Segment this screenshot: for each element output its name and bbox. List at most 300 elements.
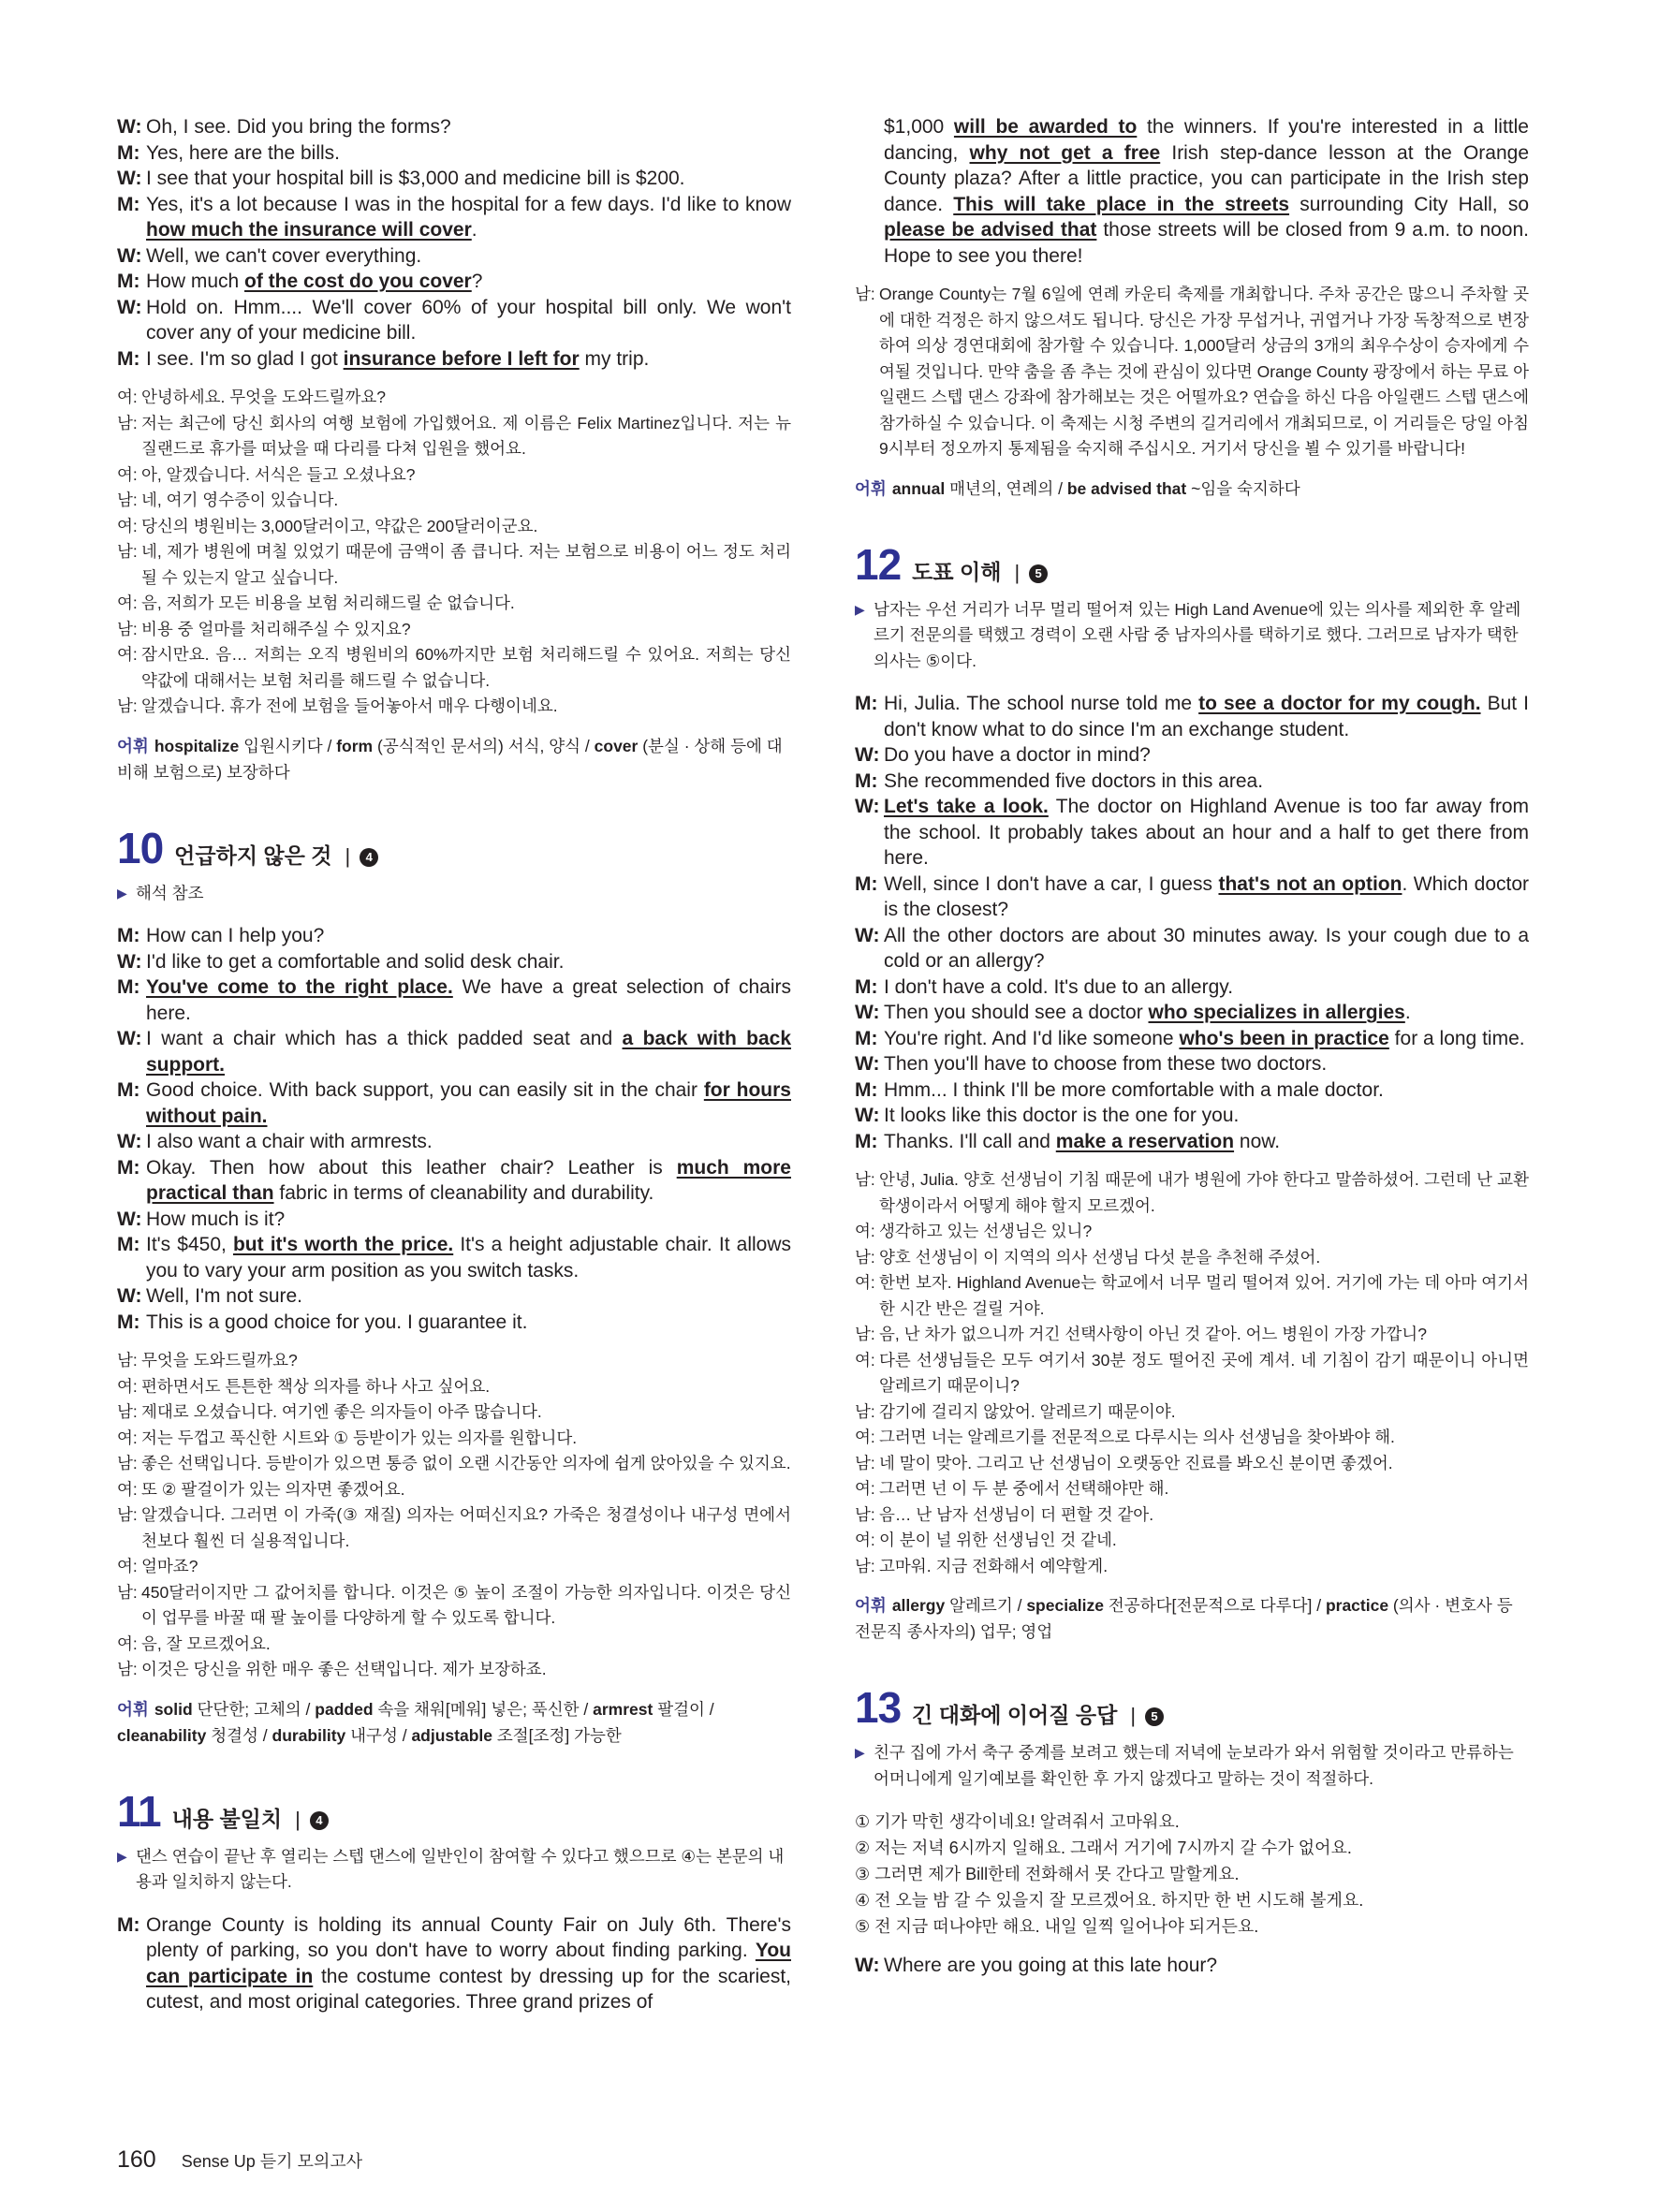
divider: | bbox=[295, 1807, 301, 1831]
translation-text: 이것은 당신을 위한 매우 좋은 선택입니다. 제가 보장하죠. bbox=[141, 1660, 547, 1678]
dialog-line bbox=[117, 1077, 791, 1129]
vocab-word: specialize bbox=[1026, 1596, 1105, 1615]
text-run: Well, I'm not sure. bbox=[146, 1285, 303, 1307]
separator: / bbox=[1012, 1596, 1027, 1615]
speaker-label: W: bbox=[855, 1053, 880, 1075]
translation-text: 무엇을 도와드릴까요? bbox=[141, 1351, 298, 1370]
translation-line bbox=[855, 1322, 1529, 1348]
page-footer bbox=[117, 2146, 362, 2174]
translation-line bbox=[117, 385, 791, 411]
translation-line bbox=[855, 1528, 1529, 1554]
key-phrase: who specializes in allergies bbox=[1148, 1002, 1405, 1023]
speaker-label: M: bbox=[855, 872, 878, 895]
translation-text: 아, 알겠습니다. 서식은 들고 오셨나요? bbox=[141, 464, 416, 484]
translation-line bbox=[117, 1554, 791, 1580]
vocab-meaning: 매년의, 연례의 bbox=[945, 478, 1054, 498]
translation-text: 안녕, Julia. 양호 선생님이 기침 때문에 내가 병원에 가야 한다고 말씀하셨어. 그런데 난 교환학생이라서 어떻게 해야 할지 모르겠어. bbox=[879, 1170, 1529, 1215]
text-run: Okay. Then how about this leather chair? Leather is bbox=[146, 1156, 677, 1179]
dialog-line bbox=[855, 1077, 1529, 1104]
option-4: ④ 전 오늘 밤 갈 수 있을지 잘 모르겠어요. 하지만 한 번 시도해 볼게요. bbox=[855, 1891, 1364, 1910]
dialog-line bbox=[855, 794, 1529, 872]
triangle-icon: ▶ bbox=[117, 885, 127, 901]
translation-text: 음, 난 차가 없으니까 거긴 선택사항이 아닌 것 같아. 어느 병원이 가장 가깝니? bbox=[879, 1325, 1427, 1343]
dialog-line bbox=[117, 1207, 791, 1233]
text-run: I see that your hospital bill is $3,000 and medicine bill is $200. bbox=[146, 168, 685, 189]
key-phrase: why not get a free bbox=[969, 141, 1161, 164]
translation-line bbox=[117, 1348, 791, 1374]
translation-text: 잠시만요. 음… 저희는 오직 병원비의 60%까지만 보험 처리해드릴 수 있어요. 저희는 당신 약값에 대해서는 보험 처리를 해드릴 수 없습니다. bbox=[141, 645, 791, 690]
dialog-line bbox=[117, 1283, 791, 1310]
left-column bbox=[117, 114, 791, 2015]
speaker-label: 남: bbox=[855, 1247, 875, 1267]
text-run: Thanks. I'll call and bbox=[884, 1130, 1056, 1152]
section-title: 도표 이해 bbox=[912, 559, 1002, 584]
answer-options-13 bbox=[855, 1809, 1529, 1940]
explanation-13: ▶ 친구 집에 가서 축구 중계를 보려고 했는데 저녁에 눈보라가 와서 위험할 것이라고 만류하는 어머니에게 일기예보를 확인한 후 가지 않겠다고 말하는 것이 적절하다. bbox=[855, 1740, 1529, 1792]
speaker-label: 여: bbox=[855, 1531, 875, 1549]
speaker-label: M: bbox=[855, 1027, 878, 1049]
korean-translation-9 bbox=[117, 385, 791, 720]
key-phrase: Let's take a look. bbox=[884, 796, 1049, 817]
translation-line bbox=[855, 1476, 1529, 1502]
dialog-line bbox=[117, 140, 791, 167]
vocab-meaning: 조절[조정] 가능한 bbox=[492, 1725, 622, 1745]
vocab-word: adjustable bbox=[411, 1725, 492, 1745]
key-phrase: who's been in practice bbox=[1179, 1027, 1389, 1049]
dialog-line bbox=[855, 1000, 1529, 1026]
translation-text: 한번 보자. Highland Avenue는 학교에서 너무 멀리 떨어져 있어. 거기에 가는 데 아마 여기서 한 시간 반은 걸릴 거야. bbox=[879, 1273, 1529, 1318]
vocab-meaning: 입원시키다 bbox=[239, 736, 323, 755]
speaker-label: 남: bbox=[855, 285, 875, 303]
text-run: I'd like to get a comfortable and solid desk chair. bbox=[146, 950, 565, 973]
option-1: ① 기가 막힌 생각이네요! 알려줘서 고마워요. bbox=[855, 1812, 1180, 1831]
translation-line bbox=[117, 462, 791, 489]
vocab-10 bbox=[117, 1696, 791, 1749]
dialog-line bbox=[117, 243, 791, 270]
vocab-word: form bbox=[336, 736, 374, 755]
dialog-line bbox=[855, 1129, 1529, 1155]
text-run: Irish step-dance lesson at the Orange County plaza? After a little practice, you can participate in the Irish step dance. bbox=[884, 141, 1530, 215]
dialog-line bbox=[855, 923, 1529, 974]
separator: / bbox=[579, 1699, 594, 1719]
translation-line bbox=[855, 1554, 1529, 1580]
text-run: Do you have a doctor in mind? bbox=[884, 744, 1151, 766]
speaker-label: 여: bbox=[117, 1557, 138, 1575]
speaker-label: 남: bbox=[855, 1401, 875, 1421]
translation-text: 음, 잘 모르겠어요. bbox=[141, 1633, 271, 1653]
text-run: Well, we can't cover everything. bbox=[146, 244, 422, 267]
translation-line bbox=[117, 694, 791, 720]
dialog-line bbox=[855, 1051, 1529, 1077]
vocab-meaning: 전공하다[전문적으로 다루다] bbox=[1104, 1596, 1313, 1615]
text-run: Yes, here are the bills. bbox=[146, 141, 341, 164]
key-phrase: how much the insurance will cover bbox=[146, 219, 472, 241]
dialog-line bbox=[855, 769, 1529, 795]
key-phrase: to see a doctor for my cough. bbox=[1198, 693, 1481, 714]
speaker-label: 남: bbox=[855, 1325, 875, 1343]
text-run: I also want a chair with armrests. bbox=[146, 1131, 433, 1152]
translation-text: 좋은 선택입니다. 등받이가 있으면 통증 없이 오랜 시간동안 의자에 쉽게 앉아있을 수 있지요. bbox=[141, 1454, 791, 1472]
text-run: Orange County is holding its annual County Fair on July 6th. There's plenty of parking, so you don't have to worry about finding parking. bbox=[146, 1913, 791, 1961]
vocab-word: hospitalize bbox=[154, 736, 240, 755]
text-run: It's $450, bbox=[146, 1234, 233, 1255]
speaker-label: W: bbox=[117, 1208, 142, 1230]
translation-line bbox=[117, 1426, 791, 1452]
speaker-label: 여: bbox=[117, 1633, 138, 1653]
translation-line bbox=[117, 1502, 791, 1554]
text-run: those streets will be closed from 9 a.m. to noon. Hope to see you there! bbox=[884, 219, 1529, 267]
key-phrase: a back with back support. bbox=[146, 1028, 792, 1076]
speaker-label: 여: bbox=[855, 1350, 875, 1370]
dialog-line bbox=[117, 166, 791, 192]
speaker-label: M: bbox=[855, 693, 878, 714]
dialog-line bbox=[117, 269, 791, 295]
vocab-11 bbox=[855, 476, 1529, 502]
key-phrase: make a reservation bbox=[1055, 1130, 1235, 1152]
dialog-line bbox=[855, 1103, 1529, 1129]
key-phrase: please be advised that bbox=[884, 219, 1097, 241]
speaker-label: M: bbox=[855, 1130, 878, 1152]
text-run: How much bbox=[146, 271, 245, 292]
translation-text: 알겠습니다. 그러면 이 가죽(③ 재질) 의자는 어떠신지요? 가죽은 청결성이나 내구성 면에서 천보다 훨씬 더 실용적입니다. bbox=[141, 1505, 791, 1550]
dialog-line bbox=[117, 1232, 791, 1283]
option-3: ③ 그러면 제가 Bill한테 전화해서 못 간다고 말할게요. bbox=[855, 1865, 1240, 1883]
text-run: This is a good choice for you. I guarantee it. bbox=[146, 1311, 528, 1333]
section-number: 12 bbox=[855, 539, 902, 589]
text-run: I don't have a cold. It's due to an allergy. bbox=[884, 975, 1234, 998]
dialog-line bbox=[117, 923, 791, 949]
text-run: Well, since I don't have a car, I guess bbox=[884, 872, 1219, 895]
speaker-label: 남: bbox=[855, 1170, 875, 1189]
speaker-label: 남: bbox=[117, 542, 138, 561]
text-run: . Which doctor is the closest? bbox=[884, 872, 1529, 920]
speaker-label: M: bbox=[117, 1913, 140, 1936]
section-10-header bbox=[117, 823, 791, 873]
translation-line bbox=[117, 1657, 791, 1683]
vocab-label: 어휘 bbox=[117, 736, 149, 755]
speaker-label: 남: bbox=[117, 696, 138, 715]
speaker-label: W: bbox=[855, 924, 880, 946]
speaker-label: 남: bbox=[117, 1505, 138, 1524]
translation-line bbox=[117, 488, 791, 514]
vocab-word: durability bbox=[272, 1725, 346, 1745]
dialog-13 bbox=[855, 1953, 1529, 1979]
text-run: She recommended five doctors in this area. bbox=[884, 769, 1264, 792]
speaker-label: W: bbox=[855, 1105, 880, 1126]
speaker-label: 여: bbox=[117, 645, 138, 664]
vocab-word: be advised that bbox=[1066, 478, 1187, 498]
speaker-label: 여: bbox=[117, 1428, 138, 1447]
korean-translation-12 bbox=[855, 1167, 1529, 1579]
speaker-label: M: bbox=[855, 975, 878, 998]
translation-line bbox=[855, 1167, 1529, 1219]
speaker-label: 남: bbox=[117, 413, 138, 432]
vocab-meaning: 내구성 bbox=[345, 1725, 398, 1745]
speaker-label: M: bbox=[117, 141, 140, 164]
dialog-line bbox=[117, 346, 791, 373]
text-run: You're right. And I'd like someone bbox=[884, 1027, 1180, 1049]
translation-line bbox=[117, 1399, 791, 1426]
text-run: my trip. bbox=[579, 347, 650, 370]
section-number: 13 bbox=[855, 1683, 902, 1732]
key-phrase: insurance before I left for bbox=[343, 347, 580, 370]
divider: | bbox=[345, 843, 351, 868]
text-run: ? bbox=[471, 271, 483, 292]
speaker-label: W: bbox=[855, 796, 880, 817]
option-5: ⑤ 전 지금 떠나야만 해요. 내일 일찍 일어나야 되거든요. bbox=[855, 1917, 1259, 1936]
translation-text: 고마워. 지금 전화해서 예약할게. bbox=[879, 1556, 1109, 1575]
speaker-label: 여: bbox=[855, 1428, 875, 1446]
dialog-line bbox=[855, 691, 1529, 742]
text-run: Where are you going at this late hour? bbox=[884, 1955, 1218, 1976]
speaker-label: M: bbox=[117, 271, 140, 292]
vocab-12 bbox=[855, 1592, 1529, 1645]
explanation-10: ▶ 해석 참조 bbox=[117, 881, 791, 907]
text-run: for a long time. bbox=[1388, 1027, 1525, 1049]
speaker-label: 여: bbox=[117, 593, 138, 612]
text-run: I want a chair which has a thick padded seat and bbox=[146, 1028, 623, 1049]
text-run: How much is it? bbox=[146, 1208, 286, 1230]
key-phrase: You've come to the right place. bbox=[146, 976, 453, 998]
speaker-label: W: bbox=[855, 1002, 880, 1023]
key-phrase: of the cost do you cover bbox=[244, 271, 472, 292]
translation-text: 450달러이지만 그 값어치를 합니다. 이것은 ⑤ 높이 조절이 가능한 의자입니다. 이것은 당신이 업무를 바꿀 때 팔 높이를 다양하게 할 수 있도록 합니다. bbox=[141, 1582, 791, 1627]
vocab-word: annual bbox=[891, 478, 946, 498]
translation-line bbox=[855, 1399, 1529, 1426]
speaker-label: M: bbox=[117, 1234, 140, 1255]
translation-line bbox=[117, 514, 791, 540]
translation-text: 편하면서도 튼튼한 책상 의자를 하나 사고 싶어요. bbox=[141, 1376, 491, 1396]
speaker-label: W: bbox=[117, 950, 142, 973]
text-run: . bbox=[471, 219, 477, 241]
dialog-line bbox=[117, 192, 791, 243]
text-run: All the other doctors are about 30 minutes away. Is your cough due to a cold or an allergy? bbox=[884, 924, 1529, 972]
speaker-label: W: bbox=[117, 244, 142, 267]
vocab-word: solid bbox=[154, 1699, 193, 1719]
speaker-label: W: bbox=[117, 116, 142, 138]
speaker-label: M: bbox=[117, 1079, 140, 1101]
translation-text: 음… 난 남자 선생님이 더 편할 것 같아. bbox=[879, 1504, 1154, 1524]
translation-text: 음, 저희가 모든 비용을 보험 처리해드릴 순 없습니다. bbox=[141, 593, 515, 612]
speaker-label: W: bbox=[117, 296, 142, 318]
speaker-label: W: bbox=[855, 1955, 880, 1976]
translation-line bbox=[117, 1374, 791, 1400]
translation-text: 제대로 오셨습니다. 여기엔 좋은 의자들이 아주 많습니다. bbox=[141, 1402, 542, 1421]
separator: / bbox=[257, 1725, 272, 1745]
text-run: now. bbox=[1234, 1130, 1281, 1152]
text-run: It's a height adjustable chair. It allows you to vary your arm position as you switch tasks. bbox=[146, 1234, 792, 1282]
korean-translation-10 bbox=[117, 1348, 791, 1683]
dialog-9 bbox=[117, 114, 791, 372]
section-title: 긴 대화에 이어질 응답 bbox=[912, 1703, 1118, 1727]
vocab-label: 어휘 bbox=[855, 478, 887, 498]
speaker-label: W: bbox=[117, 1028, 142, 1049]
text-run: How can I help you? bbox=[146, 925, 325, 946]
translation-text: 네, 제가 병원에 며칠 있었기 때문에 금액이 좀 큽니다. 저는 보험으로 비용이 어느 정도 처리될 수 있는지 알고 싶습니다. bbox=[141, 542, 791, 587]
dialog-line bbox=[117, 1155, 791, 1207]
key-phrase: but it's worth the price. bbox=[232, 1234, 454, 1255]
dialog-line bbox=[855, 742, 1529, 769]
text-run: Hmm... I think I'll be more comfortable with a male doctor. bbox=[884, 1078, 1384, 1101]
triangle-icon: ▶ bbox=[855, 601, 865, 617]
dialog-12 bbox=[855, 691, 1529, 1154]
speaker-label: 남: bbox=[117, 1454, 138, 1472]
translation-text: 당신의 병원비는 3,000달러이고, 약값은 200달러이군요. bbox=[141, 516, 538, 535]
key-phrase: will be awarded to bbox=[953, 116, 1138, 138]
speaker-label: M: bbox=[117, 976, 140, 998]
speaker-label: 남: bbox=[117, 491, 138, 509]
translation-text: 안녕하세요. 무엇을 도와드릴까요? bbox=[141, 388, 386, 406]
speaker-label: M: bbox=[117, 925, 140, 946]
text-run: Hi, Julia. The school nurse told me bbox=[884, 693, 1199, 714]
separator: / bbox=[704, 1699, 714, 1719]
dialog-line bbox=[117, 1026, 791, 1077]
speaker-label: 여: bbox=[855, 1479, 875, 1498]
dialog-11-continued bbox=[855, 114, 1529, 269]
translation-text: 그러면 넌 이 두 분 중에서 선택해야만 해. bbox=[879, 1479, 1169, 1498]
speaker-label: M: bbox=[117, 1156, 140, 1179]
answer-badge: 5 bbox=[1145, 1707, 1164, 1726]
speaker-label: 남: bbox=[855, 1453, 875, 1472]
divider: | bbox=[1014, 560, 1021, 584]
translation-line bbox=[855, 1219, 1529, 1245]
translation-text: 생각하고 있는 선생님은 있니? bbox=[879, 1222, 1093, 1240]
text-run: But I don't know what to do since I'm an exchange student. bbox=[884, 693, 1529, 740]
speaker-label: 여: bbox=[117, 1376, 138, 1396]
korean-translation-11 bbox=[855, 282, 1529, 462]
option-2: ② 저는 저녁 6시까지 일해요. 그래서 거기에 7시까지 갈 수가 없어요. bbox=[855, 1838, 1352, 1857]
translation-line bbox=[117, 617, 791, 643]
answer-badge: 4 bbox=[310, 1811, 329, 1830]
translation-line bbox=[855, 1348, 1529, 1399]
speaker-label: 여: bbox=[117, 464, 138, 484]
speaker-label: 여: bbox=[117, 1479, 138, 1499]
section-number: 10 bbox=[117, 823, 164, 872]
separator: / bbox=[301, 1699, 316, 1719]
vocab-label: 어휘 bbox=[855, 1596, 887, 1615]
divider: | bbox=[1130, 1704, 1137, 1727]
translation-line bbox=[117, 1451, 791, 1477]
explanation-12: ▶ 남자는 우선 거리가 너무 멀리 떨어져 있는 High Land Avenue에 있는 의사를 제외한 후 알레르기 전문의를 택했고 경력이 오랜 사람 중 남자의사를 택하기로 했다. 그러므로 남자가 택한 의사는 ⑤이다. bbox=[855, 597, 1529, 675]
speaker-label: 남: bbox=[117, 619, 138, 638]
text-run: . bbox=[1404, 1002, 1411, 1023]
section-13-header bbox=[855, 1682, 1529, 1733]
section-12-header bbox=[855, 539, 1529, 590]
text-run: Then you should see a doctor bbox=[884, 1002, 1149, 1023]
dialog-line bbox=[117, 114, 791, 140]
speaker-label: W: bbox=[117, 1131, 142, 1152]
text-run: surrounding City Hall, so bbox=[1289, 193, 1529, 215]
key-phrase: This will take place in the streets bbox=[953, 193, 1290, 215]
translation-line bbox=[117, 591, 791, 617]
translation-line bbox=[117, 642, 791, 694]
speaker-label: M: bbox=[117, 1311, 140, 1333]
speaker-label: 여: bbox=[117, 388, 138, 406]
translation-text: 네 말이 맞아. 그리고 난 선생님이 오랫동안 진료를 봐오신 분이면 좋겠어. bbox=[879, 1453, 1393, 1472]
text-run: I see. I'm so glad I got bbox=[146, 347, 344, 370]
key-phrase: much more practical than bbox=[146, 1156, 791, 1204]
vocab-word: armrest bbox=[593, 1699, 653, 1719]
vocab-meaning: (분실 · 상해 등에 대비해 보험으로) 보장하다 bbox=[117, 736, 783, 782]
speaker-label: 남: bbox=[855, 1556, 875, 1575]
text-run: $1,000 bbox=[884, 116, 954, 138]
triangle-icon: ▶ bbox=[117, 1848, 127, 1864]
dialog-line bbox=[117, 1310, 791, 1336]
speaker-label: M: bbox=[117, 347, 140, 370]
book-title: Sense Up 듣기 모의고사 bbox=[181, 2152, 363, 2171]
vocab-meaning: (의사 · 변호사 등 전문직 종사자의) 업무; 영업 bbox=[855, 1596, 1513, 1641]
vocab-meaning: 알레르기 bbox=[945, 1596, 1013, 1615]
text-run: The doctor on Highland Avenue is too far away from the school. It probably takes about an hour and a half to get there from here. bbox=[884, 796, 1530, 869]
text-run: fabric in terms of cleanability and durability. bbox=[273, 1182, 654, 1204]
separator: / bbox=[580, 736, 595, 755]
dialog-11 bbox=[117, 1912, 791, 2015]
translation-text: 그러면 너는 알레르기를 전문적으로 다루시는 의사 선생님을 찾아봐야 해. bbox=[879, 1428, 1395, 1446]
dialog-line bbox=[117, 949, 791, 975]
translation-text: 저는 두껍고 푹신한 시트와 ① 등받이가 있는 의자를 원합니다. bbox=[141, 1428, 578, 1447]
dialog-line bbox=[117, 295, 791, 346]
dialog-line bbox=[855, 1953, 1529, 1979]
translation-line bbox=[117, 1580, 791, 1632]
separator: / bbox=[1312, 1596, 1326, 1615]
translation-line bbox=[117, 539, 791, 591]
dialog-line bbox=[117, 974, 791, 1026]
speaker-label: 남: bbox=[117, 1402, 138, 1421]
translation-text: 비용 중 얼마를 처리해주실 수 있지요? bbox=[141, 619, 411, 638]
vocab-meaning: 단단한; 고체의 bbox=[192, 1699, 301, 1719]
translation-line bbox=[855, 1451, 1529, 1477]
separator: / bbox=[322, 736, 337, 755]
translation-text: 다른 선생님들은 모두 여기서 30분 정도 떨어진 곳에 계셔. 네 기침이 감기 때문이니 아니면 알레르기 때문이니? bbox=[879, 1350, 1529, 1395]
vocab-9 bbox=[117, 733, 791, 785]
key-phrase: that's not an option bbox=[1218, 872, 1402, 895]
text-run: the costume contest by dressing up for the scariest, cutest, and most original categories. Three grand prizes of bbox=[146, 1965, 792, 2013]
text-run: Then you'll have to choose from these two doctors. bbox=[884, 1053, 1328, 1075]
vocab-word: allergy bbox=[891, 1596, 946, 1615]
key-phrase: You can participate in bbox=[146, 1940, 791, 1987]
speaker-label: 여: bbox=[855, 1273, 875, 1292]
vocab-meaning: ~임을 숙지하다 bbox=[1186, 478, 1300, 498]
translation-line bbox=[117, 1477, 791, 1503]
translation-text: Orange County는 7월 6일에 연례 카운티 축제를 개최합니다. 주차 공간은 많으니 주차할 곳에 대한 걱정은 하지 않으셔도 됩니다. 당신은 가장 무섭거나, 귀엽거나 가장 독창적으로 변장하여 의상 경연대회에 참가할 수 있습니다. 1,000달러 상금의 3개의 최우수상이 승자에게 수여될 것입니다. 만약 춤을 좀 추는 것에 관심이 있다면 Orange County 광장에서 하는 무료 아일랜드 스텝 댄스 강좌에 참가해보는 것은 어떨까요? 연습을 하신 다음 아일랜드 스텝 댄스에 참가하실 수 있습니다. 이 축제는 시청 주변의 길거리에서 개최되므로, 이 거리들은 당일 아침 9시부터 정오까지 통제됨을 숙지해 주십시오. 거기서 당신을 뵐 수 있기를 바랍니다! bbox=[879, 285, 1529, 458]
text-run: It looks like this doctor is the one for you. bbox=[884, 1105, 1240, 1126]
triangle-icon: ▶ bbox=[855, 1745, 865, 1760]
translation-text: 감기에 걸리지 않았어. 알레르기 때문이야. bbox=[879, 1401, 1176, 1421]
speaker-label: 남: bbox=[117, 1660, 138, 1678]
translation-line bbox=[855, 1245, 1529, 1271]
vocab-meaning: 속을 채워[메워] 넣은; 푹신한 bbox=[373, 1699, 580, 1719]
speaker-label: 남: bbox=[855, 1504, 875, 1524]
page-number: 160 bbox=[117, 2146, 156, 2173]
speaker-label: 여: bbox=[855, 1222, 875, 1240]
text-run: Hold on. Hmm.... We'll cover 60% of your hospital bill only. We won't cover any of your medicine bill. bbox=[146, 296, 791, 344]
section-number: 11 bbox=[117, 1786, 161, 1836]
text-run: Good choice. With back support, you can easily sit in the chair bbox=[146, 1079, 704, 1101]
text-run: We have a great selection of chairs here. bbox=[146, 976, 791, 1024]
dialog-line bbox=[855, 872, 1529, 923]
dialog-line bbox=[855, 1026, 1529, 1052]
translation-text: 얼마죠? bbox=[141, 1557, 198, 1575]
section-title: 언급하지 않은 것 bbox=[174, 842, 332, 868]
speaker-label: M: bbox=[855, 769, 878, 792]
speaker-label: W: bbox=[117, 1285, 142, 1307]
translation-text: 저는 최근에 당신 회사의 여행 보험에 가입했어요. 제 이름은 Felix Martinez입니다. 저는 뉴질랜드로 휴가를 떠났을 때 다리를 다쳐 입원을 했어요. bbox=[141, 413, 791, 458]
text-run: the winners. If you're interested in a little dancing, bbox=[884, 116, 1529, 164]
dialog-line bbox=[117, 1129, 791, 1155]
vocab-meaning: 청결성 bbox=[206, 1725, 258, 1745]
separator: / bbox=[397, 1725, 412, 1745]
vocab-meaning: 팔걸이 bbox=[653, 1699, 705, 1719]
